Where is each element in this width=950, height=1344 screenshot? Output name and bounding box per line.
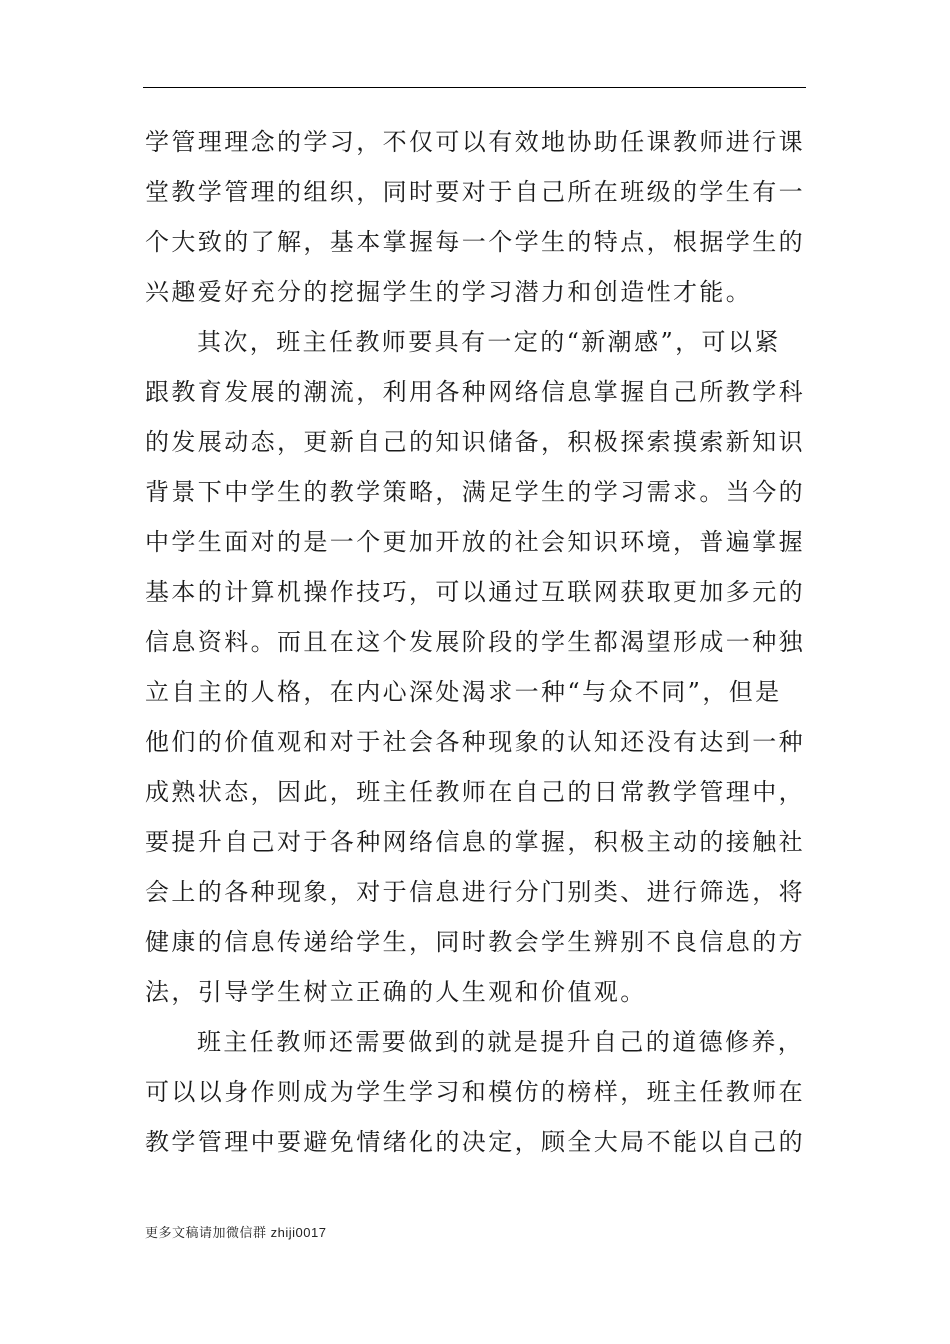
text-line: 中学生面对的是一个更加开放的社会知识环境，普遍掌握 [145,528,805,556]
text-line: 堂教学管理的组织，同时要对于自己所在班级的学生有一 [145,178,805,206]
text-line: 信息资料。而且在这个发展阶段的学生都渴望形成一种独 [145,628,805,656]
text-line: 兴趣爱好充分的挖掘学生的学习潜力和创造性才能。 [145,278,753,306]
text-line: 会上的各种现象，对于信息进行分门别类、进行筛选，将 [145,878,805,906]
paragraph-1 [145,117,805,317]
text-line: 其次，班主任教师要具有一定的“新潮感”，可以紧 [197,328,781,356]
text-line: 背景下中学生的教学策略，满足学生的学习需求。当今的 [145,478,805,506]
text-line: 班主任教师还需要做到的就是提升自己的道德修养， [197,1028,805,1056]
paragraph-2 [145,317,805,1017]
text-line: 成熟状态，因此，班主任教师在自己的日常教学管理中， [145,778,805,806]
header-rule [143,87,806,88]
text-line: 个大致的了解，基本掌握每一个学生的特点，根据学生的 [145,228,805,256]
text-line: 基本的计算机操作技巧，可以通过互联网获取更加多元的 [145,578,805,606]
text-line: 学管理理念的学习，不仅可以有效地协助任课教师进行课 [145,128,805,156]
text-line: 健康的信息传递给学生，同时教会学生辨别不良信息的方 [145,928,805,956]
text-line: 的发展动态，更新自己的知识储备，积极探索摸索新知识 [145,428,805,456]
footer-note: 更多文稿请加微信群 zhiji0017 [145,1225,327,1240]
text-line: 法，引导学生树立正确的人生观和价值观。 [145,978,647,1006]
text-line: 立自主的人格，在内心深处渴求一种“与众不同”，但是 [145,678,782,706]
document-body [145,117,805,1167]
text-line: 要提升自己对于各种网络信息的掌握，积极主动的接触社 [145,828,805,856]
text-line: 教学管理中要避免情绪化的决定，顾全大局不能以自己的 [145,1128,805,1156]
paragraph-3 [145,1017,805,1167]
text-line: 他们的价值观和对于社会各种现象的认知还没有达到一种 [145,728,805,756]
text-line: 跟教育发展的潮流，利用各种网络信息掌握自己所教学科 [145,378,805,406]
text-line: 可以以身作则成为学生学习和模仿的榜样，班主任教师在 [145,1078,805,1106]
